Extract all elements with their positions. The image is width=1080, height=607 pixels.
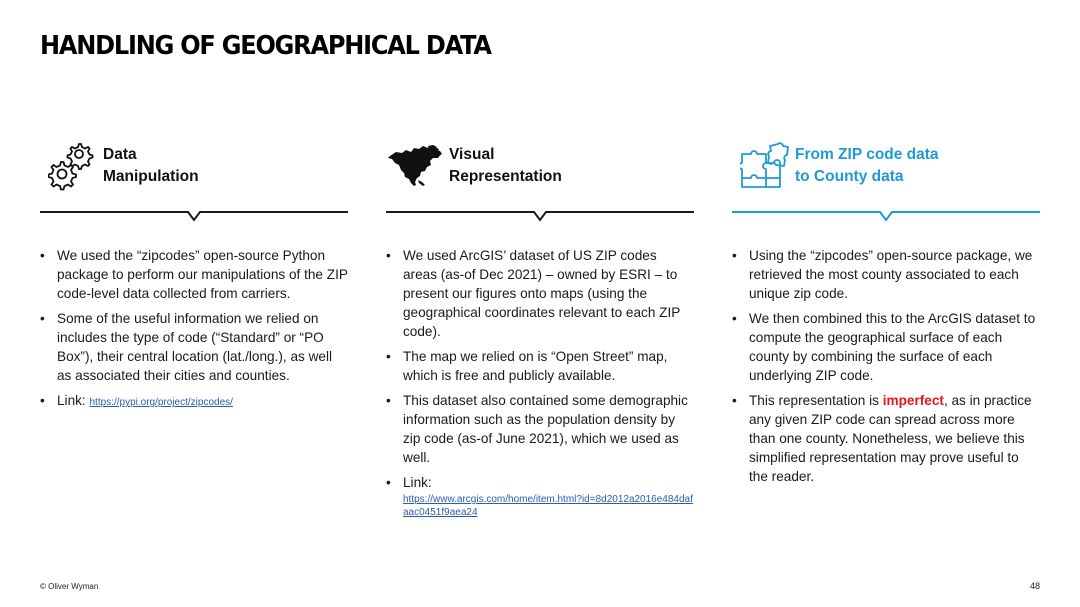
link-label: Link: — [403, 475, 432, 490]
bullet-text: , as in practice any given ZIP code can spread across more than one county. Nonetheless, we believe this simplified representation may prove useful to the reader. — [749, 393, 1032, 484]
list-item: • We then combined this to the ArcGIS dataset to compute the geographical surface of each county by combining the surface of each underlying ZIP code. — [732, 309, 1040, 385]
column-visual-representation — [386, 140, 694, 518]
header-divider — [40, 210, 348, 224]
header-divider — [732, 210, 1040, 224]
arcgis-link[interactable]: https://www.arcgis.com/home/item.html?id=8d2012a2016e484dafaac0451f9aea24 — [403, 494, 693, 518]
column-header — [386, 140, 694, 210]
puzzle-icon — [740, 142, 790, 190]
column-heading — [103, 144, 199, 188]
list-item: • We used ArcGIS’ dataset of US ZIP codes areas (as-of Dec 2021) – owned by ESRI – to present our figures onto maps (using the geographical coordinates relevant to each ZIP code). — [386, 246, 694, 341]
heading-line: From ZIP code data — [795, 146, 939, 163]
page-number: 48 — [1029, 581, 1040, 591]
zipcodes-link[interactable]: https://pypi.org/project/zipcodes/ — [89, 397, 233, 408]
list-item — [40, 391, 348, 412]
column-header — [40, 140, 348, 210]
list-item — [732, 391, 1040, 486]
header-divider — [386, 210, 694, 224]
bullet-list — [386, 246, 694, 525]
highlight-text: imperfect — [882, 393, 944, 408]
list-item: • This dataset also contained some demographic information such as the population density by zip code (as-of June 2021), which we used as well. — [386, 391, 694, 467]
column-header — [732, 140, 1040, 210]
column-heading — [795, 144, 939, 188]
bullet-text: This representation is — [749, 393, 883, 408]
column-heading — [449, 144, 562, 188]
heading-line: Visual — [449, 146, 495, 163]
list-item: • We used the “zipcodes” open-source Python package to perform our manipulations of the ZIP code-level data collected from carriers. — [40, 246, 348, 303]
heading-line: to County data — [795, 168, 904, 185]
link-label: Link: — [57, 393, 86, 408]
footer-copyright: © Oliver Wyman — [40, 582, 99, 591]
list-item: • The map we relied on is “Open Street” map, which is free and publicly available. — [386, 347, 694, 385]
heading-line: Representation — [449, 168, 562, 185]
column-data-manipulation — [40, 140, 348, 408]
bullet-list — [732, 246, 1040, 492]
list-item: • Using the “zipcodes” open-source package, we retrieved the most county associated to each unique zip code. — [732, 246, 1040, 303]
list-item: • Some of the useful information we relied on includes the type of code (“Standard” or “PO Box”), their central location (lat./long.), as well as associated their cities and counties. — [40, 309, 348, 385]
list-item — [386, 473, 694, 519]
gears-icon — [48, 140, 100, 192]
bullet-list — [40, 246, 348, 418]
heading-line: Data — [103, 146, 137, 163]
page-title: HANDLING OF GEOGRAPHICAL DATA — [40, 30, 491, 61]
north-america-map-icon — [388, 144, 446, 186]
column-zip-to-county — [732, 140, 1040, 484]
heading-line: Manipulation — [103, 168, 199, 185]
